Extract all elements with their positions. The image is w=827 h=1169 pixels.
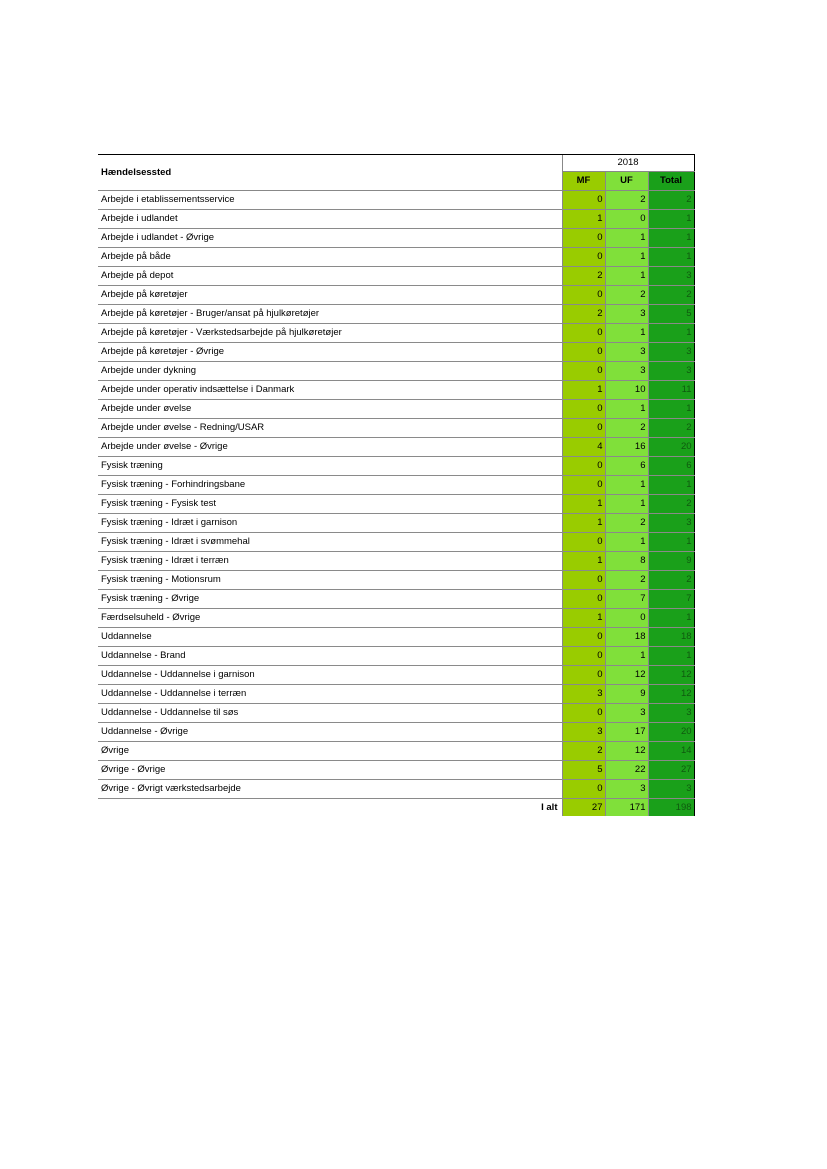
table-row <box>98 723 694 742</box>
totals-row <box>98 799 694 817</box>
row-label: Arbejde på både <box>98 248 562 267</box>
row-label: Øvrige - Øvrige <box>98 761 562 780</box>
row-label: Arbejde på depot <box>98 267 562 286</box>
totals-total: 198 <box>648 799 694 817</box>
row-mf-value: 0 <box>562 780 605 799</box>
row-label: Arbejde i etablissementsservice <box>98 191 562 210</box>
row-uf-value: 10 <box>605 381 648 400</box>
row-label: Uddannelse - Uddannelse til søs <box>98 704 562 723</box>
row-total-value: 2 <box>648 286 694 305</box>
row-total-value: 2 <box>648 419 694 438</box>
row-total-value: 6 <box>648 457 694 476</box>
table-row <box>98 267 694 286</box>
row-uf-value: 0 <box>605 609 648 628</box>
row-total-value: 3 <box>648 362 694 381</box>
row-label: Arbejde på køretøjer - Værkstedsarbejde på hjulkøretøjer <box>98 324 562 343</box>
row-total-value: 2 <box>648 571 694 590</box>
table-row <box>98 343 694 362</box>
row-label: Uddannelse - Brand <box>98 647 562 666</box>
row-label: Fysisk træning - Fysisk test <box>98 495 562 514</box>
row-label: Arbejde på køretøjer - Bruger/ansat på hjulkøretøjer <box>98 305 562 324</box>
row-total-value: 1 <box>648 476 694 495</box>
table-row <box>98 780 694 799</box>
row-label: Arbejde i udlandet <box>98 210 562 229</box>
row-total-value: 12 <box>648 685 694 704</box>
row-label: Fysisk træning - Idræt i svømmehal <box>98 533 562 552</box>
row-mf-value: 1 <box>562 495 605 514</box>
totals-uf: 171 <box>605 799 648 817</box>
row-uf-value: 9 <box>605 685 648 704</box>
row-total-value: 2 <box>648 191 694 210</box>
row-label: Fysisk træning - Forhindringsbane <box>98 476 562 495</box>
row-total-value: 20 <box>648 438 694 457</box>
column-header-uf: UF <box>605 172 648 191</box>
row-label: Arbejde under øvelse - Øvrige <box>98 438 562 457</box>
row-uf-value: 8 <box>605 552 648 571</box>
row-uf-value: 3 <box>605 704 648 723</box>
row-total-value: 1 <box>648 210 694 229</box>
table-row <box>98 666 694 685</box>
row-mf-value: 0 <box>562 571 605 590</box>
table-row <box>98 210 694 229</box>
row-mf-value: 0 <box>562 457 605 476</box>
row-label: Øvrige - Øvrigt værkstedsarbejde <box>98 780 562 799</box>
row-uf-value: 7 <box>605 590 648 609</box>
row-uf-value: 1 <box>605 647 648 666</box>
row-mf-value: 0 <box>562 286 605 305</box>
row-label: Arbejde under operativ indsættelse i Danmark <box>98 381 562 400</box>
row-uf-value: 3 <box>605 343 648 362</box>
row-total-value: 3 <box>648 704 694 723</box>
row-total-value: 5 <box>648 305 694 324</box>
incident-location-table <box>98 154 695 816</box>
row-mf-value: 3 <box>562 723 605 742</box>
row-mf-value: 1 <box>562 609 605 628</box>
row-mf-value: 2 <box>562 267 605 286</box>
table-row <box>98 476 694 495</box>
table-row <box>98 191 694 210</box>
row-mf-value: 1 <box>562 210 605 229</box>
row-uf-value: 1 <box>605 267 648 286</box>
row-total-value: 1 <box>648 609 694 628</box>
row-mf-value: 0 <box>562 343 605 362</box>
row-mf-value: 0 <box>562 400 605 419</box>
table-row <box>98 552 694 571</box>
row-mf-value: 0 <box>562 476 605 495</box>
row-mf-value: 0 <box>562 362 605 381</box>
row-uf-value: 1 <box>605 248 648 267</box>
row-mf-value: 0 <box>562 647 605 666</box>
row-mf-value: 2 <box>562 305 605 324</box>
row-mf-value: 0 <box>562 191 605 210</box>
row-label: Øvrige <box>98 742 562 761</box>
table-row <box>98 590 694 609</box>
row-total-value: 14 <box>648 742 694 761</box>
table-row <box>98 609 694 628</box>
row-mf-value: 3 <box>562 685 605 704</box>
row-mf-value: 0 <box>562 666 605 685</box>
row-total-value: 9 <box>648 552 694 571</box>
row-uf-value: 18 <box>605 628 648 647</box>
row-label: Arbejde på køretøjer - Øvrige <box>98 343 562 362</box>
row-total-value: 1 <box>648 324 694 343</box>
row-label: Arbejde under øvelse - Redning/USAR <box>98 419 562 438</box>
table-row <box>98 286 694 305</box>
row-label: Arbejde i udlandet - Øvrige <box>98 229 562 248</box>
table-row <box>98 533 694 552</box>
row-label: Fysisk træning <box>98 457 562 476</box>
row-uf-value: 22 <box>605 761 648 780</box>
row-label: Fysisk træning - Motionsrum <box>98 571 562 590</box>
row-label: Arbejde under dykning <box>98 362 562 381</box>
row-total-value: 1 <box>648 533 694 552</box>
row-uf-value: 1 <box>605 495 648 514</box>
row-total-value: 1 <box>648 229 694 248</box>
row-total-value: 11 <box>648 381 694 400</box>
row-uf-value: 2 <box>605 571 648 590</box>
row-mf-value: 0 <box>562 229 605 248</box>
table-row <box>98 761 694 780</box>
table-row <box>98 685 694 704</box>
table-row <box>98 495 694 514</box>
row-mf-value: 0 <box>562 590 605 609</box>
table-row <box>98 419 694 438</box>
row-uf-value: 1 <box>605 533 648 552</box>
row-label: Fysisk træning - Øvrige <box>98 590 562 609</box>
row-uf-value: 2 <box>605 419 648 438</box>
row-label: Fysisk træning - Idræt i garnison <box>98 514 562 533</box>
column-header-total: Total <box>648 172 694 191</box>
column-header-mf: MF <box>562 172 605 191</box>
table-row <box>98 742 694 761</box>
row-uf-value: 3 <box>605 780 648 799</box>
table-row <box>98 704 694 723</box>
table-row <box>98 305 694 324</box>
row-mf-value: 0 <box>562 248 605 267</box>
row-uf-value: 6 <box>605 457 648 476</box>
row-mf-value: 1 <box>562 381 605 400</box>
row-mf-value: 1 <box>562 514 605 533</box>
row-uf-value: 12 <box>605 666 648 685</box>
row-label: Uddannelse - Uddannelse i garnison <box>98 666 562 685</box>
table-row <box>98 571 694 590</box>
table-row <box>98 381 694 400</box>
row-label: Uddannelse <box>98 628 562 647</box>
table-row <box>98 647 694 666</box>
row-uf-value: 17 <box>605 723 648 742</box>
table-row <box>98 514 694 533</box>
row-mf-value: 0 <box>562 419 605 438</box>
table-title: Hændelsessted <box>98 155 562 191</box>
row-total-value: 1 <box>648 647 694 666</box>
row-uf-value: 3 <box>605 362 648 381</box>
row-uf-value: 0 <box>605 210 648 229</box>
table-row <box>98 324 694 343</box>
row-mf-value: 0 <box>562 704 605 723</box>
row-uf-value: 16 <box>605 438 648 457</box>
row-mf-value: 0 <box>562 628 605 647</box>
row-mf-value: 5 <box>562 761 605 780</box>
table-row <box>98 248 694 267</box>
table-row <box>98 362 694 381</box>
row-total-value: 3 <box>648 267 694 286</box>
table-row <box>98 229 694 248</box>
row-mf-value: 0 <box>562 324 605 343</box>
row-uf-value: 2 <box>605 514 648 533</box>
row-total-value: 3 <box>648 780 694 799</box>
row-label: Arbejde under øvelse <box>98 400 562 419</box>
table-row <box>98 457 694 476</box>
row-total-value: 7 <box>648 590 694 609</box>
row-uf-value: 1 <box>605 400 648 419</box>
row-uf-value: 2 <box>605 191 648 210</box>
row-mf-value: 1 <box>562 552 605 571</box>
row-total-value: 1 <box>648 400 694 419</box>
year-header: 2018 <box>562 155 694 172</box>
row-mf-value: 2 <box>562 742 605 761</box>
row-label: Uddannelse - Øvrige <box>98 723 562 742</box>
row-total-value: 27 <box>648 761 694 780</box>
totals-label: I alt <box>98 799 562 817</box>
table-row <box>98 628 694 647</box>
row-uf-value: 3 <box>605 305 648 324</box>
row-mf-value: 0 <box>562 533 605 552</box>
row-total-value: 2 <box>648 495 694 514</box>
row-uf-value: 2 <box>605 286 648 305</box>
table-row <box>98 438 694 457</box>
row-uf-value: 1 <box>605 229 648 248</box>
table-row <box>98 400 694 419</box>
row-uf-value: 12 <box>605 742 648 761</box>
row-total-value: 18 <box>648 628 694 647</box>
row-label: Færdselsuheld - Øvrige <box>98 609 562 628</box>
row-mf-value: 4 <box>562 438 605 457</box>
table-body <box>98 191 694 799</box>
row-total-value: 1 <box>648 248 694 267</box>
row-total-value: 3 <box>648 343 694 362</box>
row-label: Arbejde på køretøjer <box>98 286 562 305</box>
row-uf-value: 1 <box>605 324 648 343</box>
totals-mf: 27 <box>562 799 605 817</box>
row-uf-value: 1 <box>605 476 648 495</box>
row-total-value: 12 <box>648 666 694 685</box>
row-label: Fysisk træning - Idræt i terræn <box>98 552 562 571</box>
row-total-value: 20 <box>648 723 694 742</box>
row-label: Uddannelse - Uddannelse i terræn <box>98 685 562 704</box>
row-total-value: 3 <box>648 514 694 533</box>
